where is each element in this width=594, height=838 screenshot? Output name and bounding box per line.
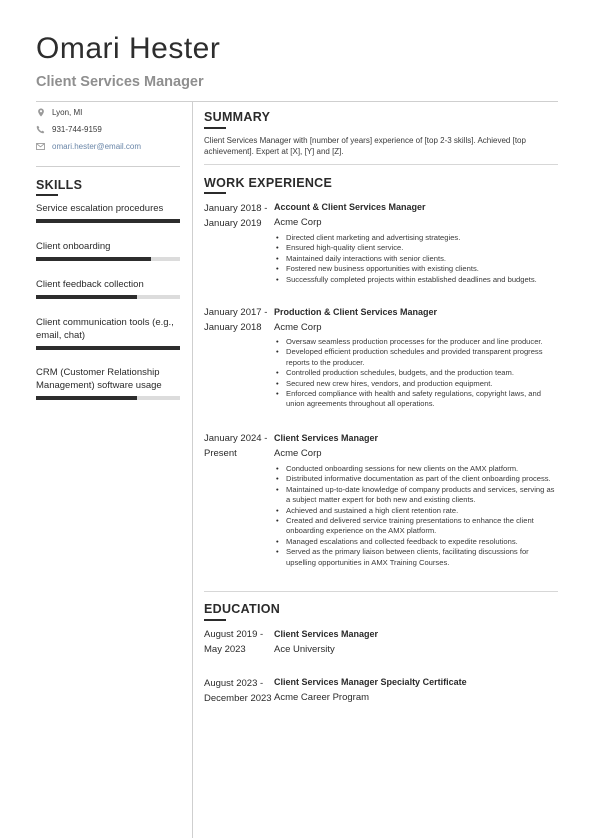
job-bullet: • Conducted onboarding sessions for new clients on the AMX platform. <box>274 464 558 474</box>
summary-heading-bar <box>204 127 226 129</box>
candidate-title: Client Services Manager <box>36 74 204 90</box>
education-school: Ace University <box>274 644 335 655</box>
job-role: Account & Client Services Manager <box>274 202 426 212</box>
job-bullet: • Enforced compliance with health and safety regulations, copyright laws, and union agreements throughout all operations. <box>274 389 558 410</box>
phone-icon <box>36 125 45 134</box>
candidate-name: Omari Hester <box>36 32 221 65</box>
contact-email[interactable] <box>36 142 186 151</box>
education-degree: Client Services Manager <box>274 629 379 639</box>
skill-level-bar <box>36 257 180 261</box>
education-date-start: August 2023 - <box>204 678 264 689</box>
contact-phone <box>36 125 186 134</box>
job-bullet: • Achieved and sustained a high client retention rate. <box>274 506 558 516</box>
job-bullet: • Controlled production schedules, budgets, and the production team. <box>274 368 558 378</box>
job-date-end: January 2018 <box>204 322 262 333</box>
skills-heading-bar <box>36 194 58 196</box>
skill-level-fill <box>36 295 137 299</box>
summary-divider <box>204 164 558 165</box>
skill-level-bar <box>36 346 180 350</box>
skill-level-fill <box>36 396 137 400</box>
job-bullet: • Fostered new business opportunities with existing clients. <box>274 264 558 274</box>
job-date-range <box>204 201 267 231</box>
job-date-start: January 2018 - <box>204 203 268 214</box>
map-pin-icon <box>36 108 45 117</box>
job-bullet: • Created and delivered service training presentations to enhance the client onboarding experience on the AMX platform. <box>274 516 558 537</box>
education-heading-bar <box>204 619 226 621</box>
phone-text: 931-744-9159 <box>52 125 102 134</box>
job-bullet: • Managed escalations and collected feedback to expedite resolutions. <box>274 537 558 547</box>
skill-item: Client onboarding <box>36 241 111 252</box>
education-school: Acme Career Program <box>274 692 370 703</box>
summary-heading: SUMMARY <box>204 110 271 124</box>
job-employer: Acme Corp <box>274 448 322 459</box>
job-bullet: • Oversaw seamless production processes for the producer and line producer. <box>274 337 558 347</box>
summary-text: Client Services Manager with [number of years] experience of [top 2-3 skills]. Achieved [top achievement]. Expert at [X], [Y] and [Z]. <box>204 136 526 156</box>
skill-level-bar <box>36 396 180 400</box>
skill-item: Service escalation procedures <box>36 203 164 214</box>
skill-level-fill <box>36 257 151 261</box>
job-bullets <box>274 464 558 568</box>
job-bullet: • Secured new crew hires, vendors, and production equipment. <box>274 379 558 389</box>
job-bullets <box>274 233 558 285</box>
experience-heading: WORK EXPERIENCE <box>204 176 333 190</box>
job-date-range <box>204 305 267 335</box>
education-degree: Client Services Manager Specialty Certificate <box>274 677 467 687</box>
skill-level-fill <box>36 219 180 223</box>
education-date-end: May 2023 <box>204 644 246 655</box>
skill-level-bar <box>36 295 180 299</box>
job-bullet: • Served as the primary liaison between clients, facilitating discussions for upselling opportunities in AMX Training Courses. <box>274 547 558 568</box>
skill-item: Client feedback collection <box>36 279 144 290</box>
location-text: Lyon, MI <box>52 108 83 117</box>
job-bullet: • Maintained daily interactions with senior clients. <box>274 254 558 264</box>
skill-level-fill <box>36 346 180 350</box>
envelope-icon <box>36 142 45 151</box>
job-employer: Acme Corp <box>274 322 322 333</box>
job-date-start: January 2017 - <box>204 307 268 318</box>
job-bullet: • Directed client marketing and advertising strategies. <box>274 233 558 243</box>
education-date-range <box>204 627 263 657</box>
skill-item: CRM (Customer Relationship Management) software usage <box>36 367 162 391</box>
contact-divider <box>36 166 180 167</box>
experience-heading-bar <box>204 192 226 194</box>
job-bullet: • Successfully completed projects within established deadlines and budgets. <box>274 275 558 285</box>
job-role: Client Services Manager <box>274 433 379 443</box>
job-role: Production & Client Services Manager <box>274 307 438 317</box>
header-divider <box>36 101 558 102</box>
skill-item: Client communication tools (e.g., email, chat) <box>36 317 174 341</box>
job-date-start: January 2024 - <box>204 433 268 444</box>
job-date-range <box>204 431 267 461</box>
job-bullets <box>274 337 558 410</box>
job-date-end: January 2019 <box>204 218 262 229</box>
job-bullet: • Developed efficient production schedules and provided transparent progress reports to the producer. <box>274 347 558 368</box>
job-date-end: Present <box>204 448 237 459</box>
education-date-start: August 2019 - <box>204 629 264 640</box>
education-heading: EDUCATION <box>204 602 281 616</box>
contact-location <box>36 108 186 117</box>
job-bullet: • Ensured high-quality client service. <box>274 243 558 253</box>
email-link[interactable]: omari.hester@email.com <box>52 142 142 151</box>
experience-divider <box>204 591 558 592</box>
education-date-end: December 2023 <box>204 693 272 704</box>
column-divider <box>192 102 193 838</box>
job-bullet: • Maintained up-to-date knowledge of company products and services, serving as a subject matter expert for both new and existing clients. <box>274 485 558 506</box>
job-employer: Acme Corp <box>274 217 322 228</box>
skills-heading: SKILLS <box>36 178 83 192</box>
job-bullet: • Distributed informative documentation as part of the client onboarding process. <box>274 474 558 484</box>
education-date-range <box>204 676 272 706</box>
skill-level-bar <box>36 219 180 223</box>
